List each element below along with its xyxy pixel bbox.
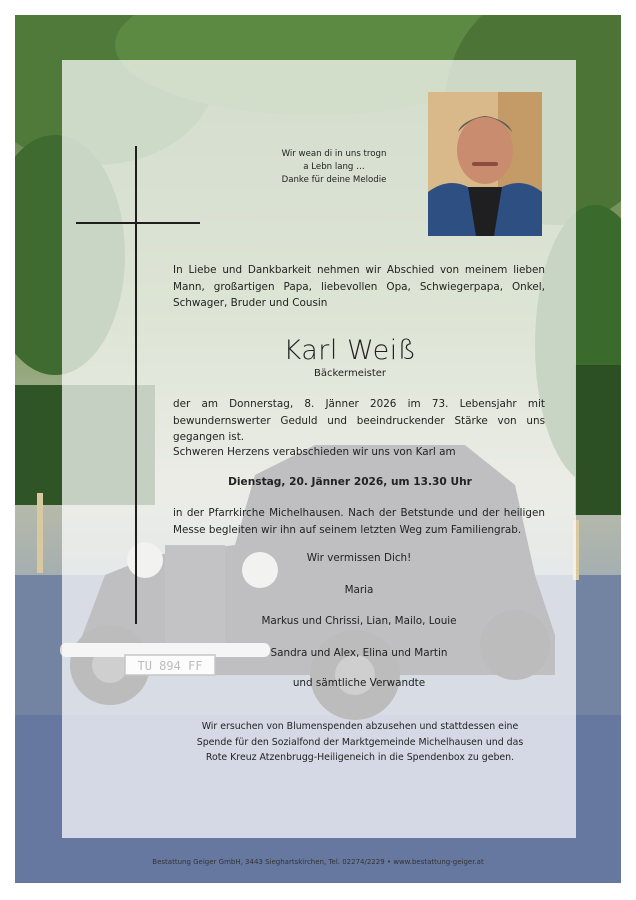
request-line-3: Rote Kreuz Atzenbrugg-Heiligeneich in die Spendenbox zu geben. [205, 752, 515, 763]
quote-line-2: a Lebn lang … [303, 162, 365, 172]
intro-text: In Liebe und Dankbarkeit nehmen wir Abschied von meinem lieben Mann, großartigen Papa, liebevollen Opa, Schwiegerpapa, Onkel, Schwager, Bruder und Cousin [173, 264, 545, 309]
deceased-profession: Bäckermeister [313, 368, 387, 379]
death-notice-text: der am Donnerstag, 8. Jänner 2026 im 73. Lebensjahr mit bewundernswerter Geduld und beeindruckender Stärke von uns gegangen ist. [173, 398, 545, 443]
cross-vertical-bar [135, 146, 137, 624]
miss-you-line: Wir vermissen Dich! [306, 552, 412, 564]
quote-line-3: Danke für deine Melodie [281, 175, 387, 185]
request-line-2: Spende für den Sozialfond der Marktgemeinde Michelhausen und das [196, 736, 524, 748]
donation-request [150, 719, 570, 766]
mourner-line-4: und sämtliche Verwandte [292, 677, 426, 689]
mourner-line-1: Maria [344, 584, 374, 596]
farewell-text: Schweren Herzens verabschieden wir uns von Karl am [173, 446, 456, 458]
request-line-1: Wir ersuchen von Blumenspenden abzusehen und stattdessen eine [201, 721, 519, 732]
deceased-name: Karl Weiß [283, 335, 417, 366]
funeral-date: Dienstag, 20. Jänner 2026, um 13.30 Uhr [228, 476, 472, 488]
memorial-quote [250, 148, 418, 187]
mourner-line-2: Markus und Chrissi, Lian, Mailo, Louie [261, 615, 457, 627]
portrait-photo [428, 92, 542, 236]
mourner-line-3: Sandra und Alex, Elina und Martin [270, 647, 448, 659]
cross-horizontal-bar [76, 222, 200, 224]
church-text: in der Pfarrkirche Michelhausen. Nach der Betstunde und der heiligen Messe begleiten wir ihn auf seinem letzten Weg zum Familiengrab. [173, 507, 545, 536]
quote-line-1: Wir wean di in uns trogn [281, 149, 387, 159]
funeral-home-footer: Bestattung Geiger GmbH, 3443 Sieghartskirchen, Tel. 02274/2229 • www.bestattung-geiger.at [152, 858, 484, 866]
